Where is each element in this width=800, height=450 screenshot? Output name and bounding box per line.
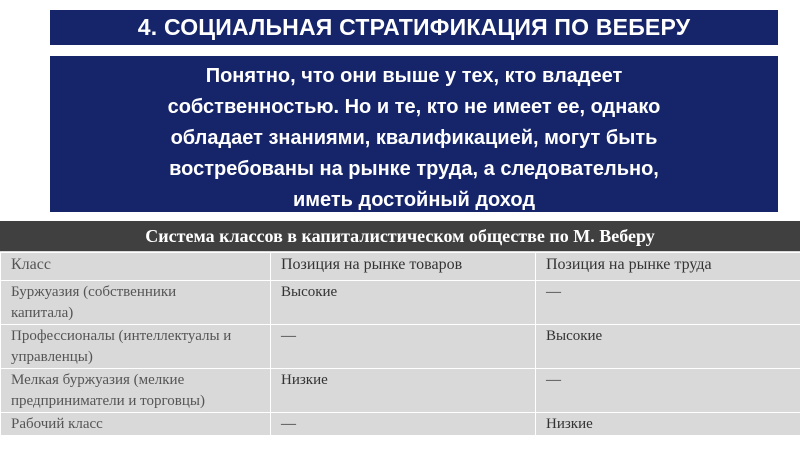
class-name-line: управленцы) — [11, 349, 93, 365]
intro-line: востребованы на рынке труда, а следовательно, — [169, 158, 659, 180]
class-system-table — [0, 252, 800, 437]
intro-line: собственностью. Но и те, кто не имеет ее, однако — [167, 96, 661, 118]
class-name-line: капитала) — [11, 305, 74, 321]
intro-text-box — [50, 56, 778, 212]
header-labor-market: Позиция на рынке труда — [536, 253, 800, 281]
table-header-row — [1, 253, 800, 281]
table-row — [1, 369, 800, 413]
labor-market-cell: — — [536, 281, 800, 325]
goods-market-cell: Высокие — [271, 281, 536, 325]
class-name-line: предприниматели и торговцы) — [11, 393, 205, 409]
goods-market-cell: — — [271, 325, 536, 369]
intro-line: Понятно, что они выше у тех, кто владеет — [205, 65, 623, 87]
class-name-line: Буржуазия (собственники — [11, 284, 177, 300]
slide-title: 4. СОЦИАЛЬНАЯ СТРАТИФИКАЦИЯ ПО ВЕБЕРУ — [50, 10, 778, 45]
labor-market-cell: Низкие — [536, 413, 800, 437]
class-name-line: Профессионалы (интеллектуалы и — [11, 328, 232, 344]
header-class: Класс — [1, 253, 271, 281]
goods-market-cell: — — [271, 413, 536, 437]
labor-market-cell: Высокие — [536, 325, 800, 369]
header-goods-market: Позиция на рынке товаров — [271, 253, 536, 281]
table-row — [1, 413, 800, 437]
goods-market-cell: Низкие — [271, 369, 536, 413]
labor-market-cell: — — [536, 369, 800, 413]
table-row — [1, 281, 800, 325]
class-system-table-figure — [0, 221, 800, 435]
table-caption: Система классов в капиталистическом обществе по М. Веберу — [0, 221, 800, 251]
class-name-line: Мелкая буржуазия (мелкие — [11, 372, 185, 388]
class-cell — [1, 281, 271, 325]
class-cell — [1, 413, 271, 437]
class-cell — [1, 325, 271, 369]
intro-line: иметь достойный доход — [292, 189, 536, 211]
class-name-line: Рабочий класс — [11, 416, 103, 432]
class-cell — [1, 369, 271, 413]
intro-line: обладает знаниями, квалификацией, могут быть — [170, 127, 658, 149]
table-row — [1, 325, 800, 369]
